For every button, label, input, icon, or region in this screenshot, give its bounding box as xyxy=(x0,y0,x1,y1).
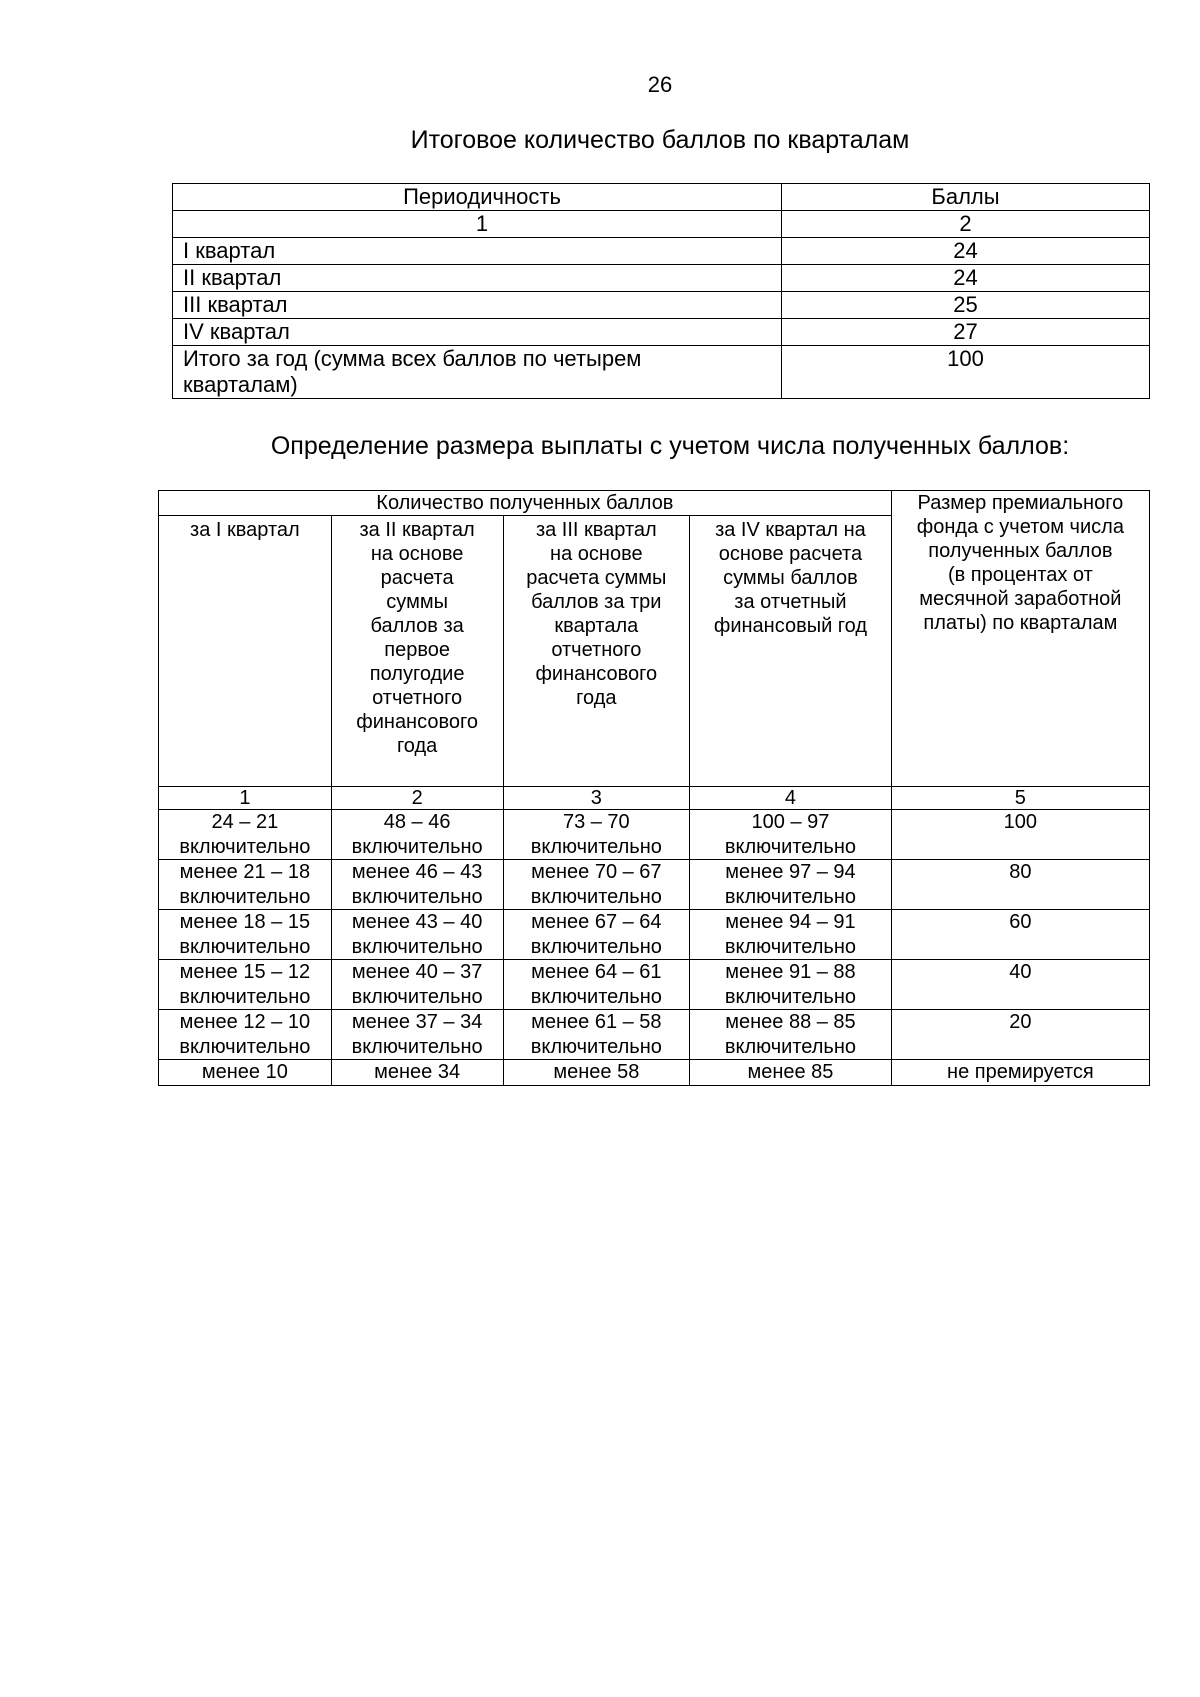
header-q4 xyxy=(690,516,892,787)
range-text: менее 97 – 94 xyxy=(725,861,856,883)
header-line: на основе xyxy=(370,543,464,565)
q1-cell xyxy=(159,810,332,860)
range-text: 24 – 21 xyxy=(211,811,279,833)
incl-text: включительно xyxy=(351,1035,483,1058)
q4-cell xyxy=(690,910,892,960)
total-line-2: кварталам) xyxy=(183,372,298,397)
q1-cell xyxy=(159,960,332,1010)
table-row-last xyxy=(159,1060,1150,1086)
header-line: отчетного xyxy=(551,639,642,661)
q4-cell xyxy=(690,860,892,910)
q2-cell xyxy=(331,810,503,860)
fund-header-line: платы) по кварталам xyxy=(923,612,1118,634)
range-text: менее 40 – 37 xyxy=(351,961,483,983)
table-row xyxy=(159,810,1150,860)
header-points: Баллы xyxy=(782,184,1150,211)
header-line: года xyxy=(396,735,438,757)
header-line: за III квартал xyxy=(535,519,657,541)
range-text: менее 18 – 15 xyxy=(179,911,311,933)
q3-cell xyxy=(503,1010,690,1060)
group-header-points: Количество полученных баллов xyxy=(159,491,892,516)
percent-cell: 80 xyxy=(891,860,1149,910)
fund-header-line: (в процентах от xyxy=(947,564,1093,586)
incl-text: включительно xyxy=(351,985,483,1008)
q4-cell xyxy=(690,1010,892,1060)
group-header-row xyxy=(159,491,1150,516)
period-cell: III квартал xyxy=(173,292,782,319)
header-q1 xyxy=(159,516,332,787)
range-text: менее 43 – 40 xyxy=(351,911,483,933)
q2-cell xyxy=(331,1010,503,1060)
total-line-1: Итого за год (сумма всех баллов по четырем xyxy=(183,346,642,371)
q1-cell xyxy=(159,910,332,960)
fund-header-line: Размер премиального xyxy=(917,492,1124,514)
q1-cell: менее 10 xyxy=(159,1060,332,1086)
q3-cell xyxy=(503,910,690,960)
header-line: полугодие xyxy=(369,663,465,685)
header-line: финансовый год xyxy=(713,615,867,637)
incl-text: включительно xyxy=(351,835,483,858)
period-cell: II квартал xyxy=(173,265,782,292)
range-text: менее 67 – 64 xyxy=(531,911,662,933)
header-line: расчета xyxy=(380,567,454,589)
range-text: менее 61 – 58 xyxy=(531,1011,662,1033)
points-cell: 24 xyxy=(782,238,1150,265)
period-cell-total xyxy=(173,346,782,399)
table1-title: Итоговое количество баллов по кварталам xyxy=(410,126,910,154)
q3-cell: менее 58 xyxy=(503,1060,690,1086)
header-line: основе расчета xyxy=(718,543,863,565)
header-periodicity: Периодичность xyxy=(173,184,782,211)
incl-text: включительно xyxy=(724,835,856,858)
header-line: за II квартал xyxy=(359,519,475,541)
table-row xyxy=(173,265,1150,292)
incl-text: включительно xyxy=(530,835,662,858)
incl-text: включительно xyxy=(530,935,662,958)
col-number: 4 xyxy=(690,787,892,810)
header-line: расчета суммы xyxy=(526,567,667,589)
range-text: 48 – 46 xyxy=(383,811,451,833)
incl-text: включительно xyxy=(530,1035,662,1058)
q2-cell: менее 34 xyxy=(331,1060,503,1086)
header-line: квартала xyxy=(554,615,639,637)
incl-text: включительно xyxy=(724,885,856,908)
points-cell: 27 xyxy=(782,319,1150,346)
range-text: 100 – 97 xyxy=(751,811,830,833)
q3-cell xyxy=(503,960,690,1010)
range-text: менее 21 – 18 xyxy=(179,861,311,883)
points-by-quarter-table xyxy=(172,183,1150,399)
range-text: менее 15 – 12 xyxy=(179,961,311,983)
bonus-determination-table xyxy=(158,490,1150,1086)
percent-cell: не премируется xyxy=(891,1060,1149,1086)
fund-header-line: фонда с учетом числа xyxy=(916,516,1124,538)
incl-text: включительно xyxy=(179,835,311,858)
table-row xyxy=(159,960,1150,1010)
percent-cell: 60 xyxy=(891,910,1149,960)
incl-text: включительно xyxy=(724,985,856,1008)
percent-cell: 20 xyxy=(891,1010,1149,1060)
header-line: за I квартал xyxy=(190,519,300,541)
header-line: первое xyxy=(384,639,450,661)
header-q2 xyxy=(331,516,503,787)
header-line: финансового xyxy=(356,711,478,733)
incl-text: включительно xyxy=(530,985,662,1008)
col-number: 2 xyxy=(331,787,503,810)
range-text: менее 12 – 10 xyxy=(179,1011,311,1033)
header-line: на основе xyxy=(550,543,643,565)
table2-title: Определение размера выплаты с учетом числа полученных баллов: xyxy=(270,432,1070,460)
header-line: года xyxy=(576,687,617,709)
col-number: 2 xyxy=(782,211,1150,238)
points-cell: 25 xyxy=(782,292,1150,319)
table-row xyxy=(173,238,1150,265)
table-row xyxy=(159,1010,1150,1060)
range-text: менее 64 – 61 xyxy=(531,961,662,983)
incl-text: включительно xyxy=(724,935,856,958)
q2-cell xyxy=(331,910,503,960)
header-line: финансового xyxy=(535,663,658,685)
range-text: менее 91 – 88 xyxy=(725,961,856,983)
q4-cell: менее 85 xyxy=(690,1060,892,1086)
range-text: 73 – 70 xyxy=(562,811,630,833)
q3-cell xyxy=(503,810,690,860)
header-line: баллов за три xyxy=(531,591,662,613)
fund-header-line: полученных баллов xyxy=(928,540,1113,562)
table-row xyxy=(173,319,1150,346)
table-row xyxy=(159,860,1150,910)
incl-text: включительно xyxy=(530,885,662,908)
incl-text: включительно xyxy=(179,935,311,958)
column-number-row xyxy=(159,787,1150,810)
range-text: менее 70 – 67 xyxy=(531,861,662,883)
incl-text: включительно xyxy=(179,885,311,908)
table-row xyxy=(159,910,1150,960)
incl-text: включительно xyxy=(179,1035,311,1058)
col-number: 1 xyxy=(159,787,332,810)
q3-cell xyxy=(503,860,690,910)
percent-cell: 100 xyxy=(891,810,1149,860)
range-text: менее 94 – 91 xyxy=(725,911,856,933)
period-cell: I квартал xyxy=(173,238,782,265)
period-cell: IV квартал xyxy=(173,319,782,346)
range-text: менее 88 – 85 xyxy=(725,1011,856,1033)
header-line: баллов за xyxy=(370,615,464,637)
range-text: менее 46 – 43 xyxy=(351,861,483,883)
q4-cell xyxy=(690,960,892,1010)
header-q3 xyxy=(503,516,690,787)
q1-cell xyxy=(159,860,332,910)
table-header-row xyxy=(173,184,1150,211)
range-text: менее 37 – 34 xyxy=(351,1011,483,1033)
incl-text: включительно xyxy=(724,1035,856,1058)
header-line: за отчетный xyxy=(734,591,847,613)
points-cell: 100 xyxy=(782,346,1150,399)
col-number: 3 xyxy=(503,787,690,810)
percent-cell: 40 xyxy=(891,960,1149,1010)
incl-text: включительно xyxy=(351,935,483,958)
page-number: 26 xyxy=(647,72,673,97)
incl-text: включительно xyxy=(351,885,483,908)
table-row xyxy=(173,292,1150,319)
col-number: 5 xyxy=(891,787,1149,810)
q2-cell xyxy=(331,860,503,910)
header-line: отчетного xyxy=(372,687,463,709)
q4-cell xyxy=(690,810,892,860)
q2-cell xyxy=(331,960,503,1010)
header-line: суммы баллов xyxy=(723,567,858,589)
fund-header xyxy=(891,491,1149,787)
points-cell: 24 xyxy=(782,265,1150,292)
incl-text: включительно xyxy=(179,985,311,1008)
column-number-row xyxy=(173,211,1150,238)
table-row-total xyxy=(173,346,1150,399)
header-line: суммы xyxy=(386,591,448,613)
header-line: за IV квартал на xyxy=(715,519,866,541)
col-number: 1 xyxy=(173,211,782,238)
fund-header-line: месячной заработной xyxy=(919,588,1122,610)
q1-cell xyxy=(159,1010,332,1060)
